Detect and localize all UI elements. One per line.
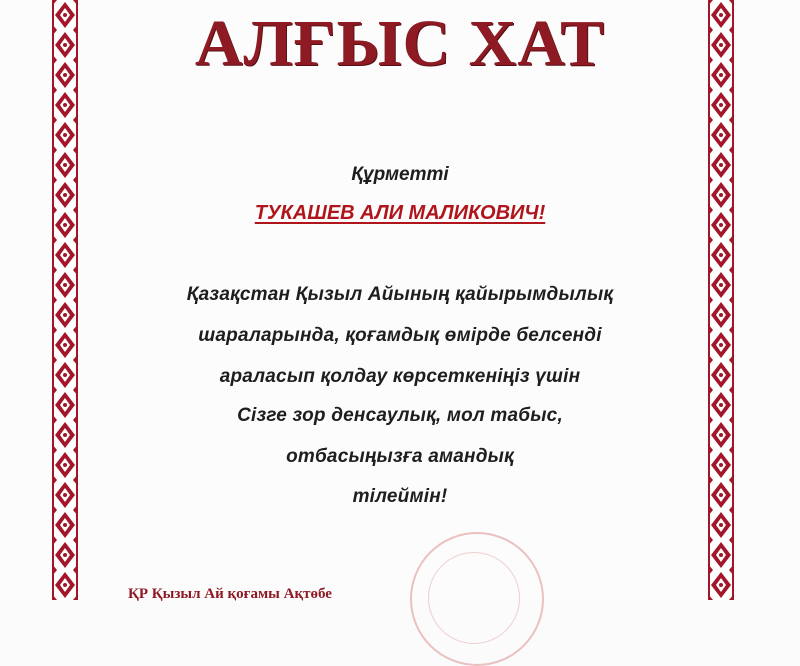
body-line-2: шараларында, қоғамдық өмірде белсенді <box>198 325 602 346</box>
certificate-title: АЛҒЫС ХАТ <box>194 7 606 80</box>
seal-stamp-inner-ring <box>428 552 520 644</box>
body-line-5: отбасыңызға амандық <box>286 446 514 467</box>
body-line-1: Қазақстан Қызыл Айының қайырымдылық <box>186 284 614 305</box>
body-line-6: тілеймін! <box>352 486 448 507</box>
greeting: Құрметті <box>351 164 449 185</box>
footer-organization: ҚР Қызыл Ай қоғамы Ақтөбе <box>128 586 332 602</box>
body-line-3: араласып қолдау көрсеткеніңіз үшін <box>219 366 581 387</box>
body-line-4: Сізге зор денсаулық, мол табыс, <box>237 405 563 426</box>
recipient-name: ТУКАШЕВ АЛИ МАЛИКОВИЧ! <box>254 202 546 224</box>
